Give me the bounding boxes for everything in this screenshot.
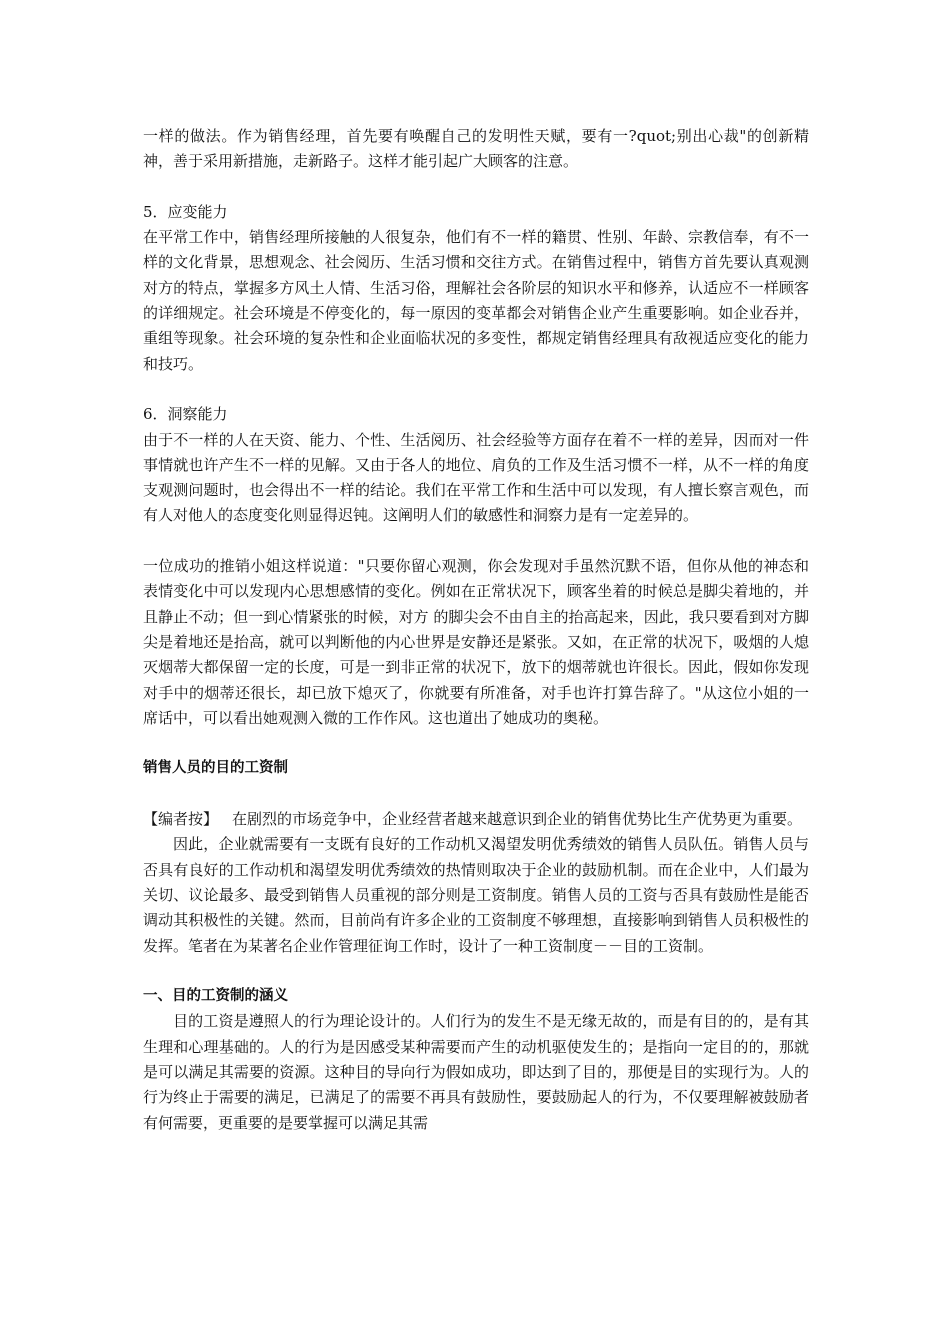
editor-note-text: 在剧烈的市场竞争中，企业经营者越来越意识到企业的销售优势比生产优势更为重要。 xyxy=(232,810,803,829)
spacer xyxy=(143,782,809,807)
editor-note-label: 【编者按】 xyxy=(143,810,219,829)
spacer xyxy=(143,175,809,200)
spacer xyxy=(143,731,809,756)
section-1-title: 一、目的工资制的涵义 xyxy=(143,988,288,1005)
editor-note-paragraph-2: 因此，企业就需要有一支既有良好的工作动机又渴望发明优秀绩效的销售人员队伍。销售人员与否具有良好的工作动机和渴望发明优秀绩效的热情则取决于企业的鼓励机制。而在企业中，人们最为关切、议论最多、最受到销售人员重视的部分则是工资制度。销售人员的工资与否具有鼓励性是能否调动其积极性的关键。然而，目前尚有许多企业的工资制度不够理想，直接影响到销售人员积极性的发挥。笔者在为某著名企业作管理征询工作时，设计了一种工资制度－－目的工资制。 xyxy=(143,835,809,955)
intro-paragraph: 一样的做法。作为销售经理，首先要有唤醒自己的发明性天赋，要有一?quot;别出心裁"的创新精神，善于采用新措施，走新路子。这样才能引起广大顾客的注意。 xyxy=(143,127,809,171)
section-6-body: 由于不一样的人在天资、能力、个性、生活阅历、社会经验等方面存在着不一样的差异，因而对一件事情就也许产生不一样的见解。又由于各人的地位、肩负的工作及生活习惯不一样，从不一样的角度支观测问题时，也会得出不一样的结论。我们在平常工作和生活中可以发现，有人擅长察言观色，而有人对他人的态度变化则显得迟钝。这阐明人们的敏感性和洞察力是有一定差异的。 xyxy=(143,430,809,525)
spacer xyxy=(143,959,809,984)
article-title: 销售人员的目的工资制 xyxy=(143,760,288,777)
document-page xyxy=(143,124,809,1136)
section-5-title: 5．应变能力 xyxy=(143,202,228,221)
quote-paragraph: 一位成功的推销小姐这样说道："只要你留心观测，你会发现对手虽然沉默不语，但你从他的神态和表情变化中可以发现内心思想感情的变化。例如在正常状况下，顾客坐着的时候总是脚尖着地的，并且静止不动；但一到心情紧张的时候，对方 的脚尖会不由自主的抬高起来，因此，我只要看到对方脚尖是着地还是抬高，就可以判断他的内心世界是安静还是紧张。又如，在正常的状况下，吸烟的人熄灭烟蒂大都保留一定的长度，可是一到非正常的状况下，放下的烟蒂就也许很长。因此，假如你发现对手中的烟蒂还很长，却已放下熄灭了，你就要有所准备，对手也许打算告辞了。"从这位小姐的一席话中，可以看出她观测入微的工作作风。这也道出了她成功的奥秘。 xyxy=(143,557,809,727)
section-6-title: 6．洞察能力 xyxy=(143,405,228,424)
editor-note xyxy=(143,807,809,832)
spacer xyxy=(143,529,809,554)
section-5-body: 在平常工作中，销售经理所接触的人很复杂，他们有不一样的籍贯、性别、年龄、宗教信奉，有不一样的文化背景，思想观念、社会阅历、生活习惯和交往方式。在销售过程中，销售方首先要认真观测对方的特点，掌握多方风土人情、生活习俗，理解社会各阶层的知识水平和修养，认适应不一样顾客的详细规定。社会环境是不停变化的，每一原因的变革都会对销售企业产生重要影响。如企业吞并，重组等现象。社会环境的复杂性和企业面临状况的多变性，都规定销售经理具有敌视适应变化的能力和技巧。 xyxy=(143,228,809,373)
section-1-body: 目的工资是遵照人的行为理论设计的。人们行为的发生不是无缘无故的，而是有目的的，是有其生理和心理基础的。人的行为是因感受某种需要而产生的动机驱使发生的；是指向一定目的的，那就是可以满足其需要的资源。这种目的导向行为假如成功，即达到了目的，那便是目的实现行为。人的行为终止于需要的满足，已满足了的需要不再具有鼓励性，要鼓励起人的行为，不仅要理解被鼓励者有何需要，更重要的是要掌握可以满足其需 xyxy=(143,1012,809,1132)
spacer xyxy=(143,377,809,402)
